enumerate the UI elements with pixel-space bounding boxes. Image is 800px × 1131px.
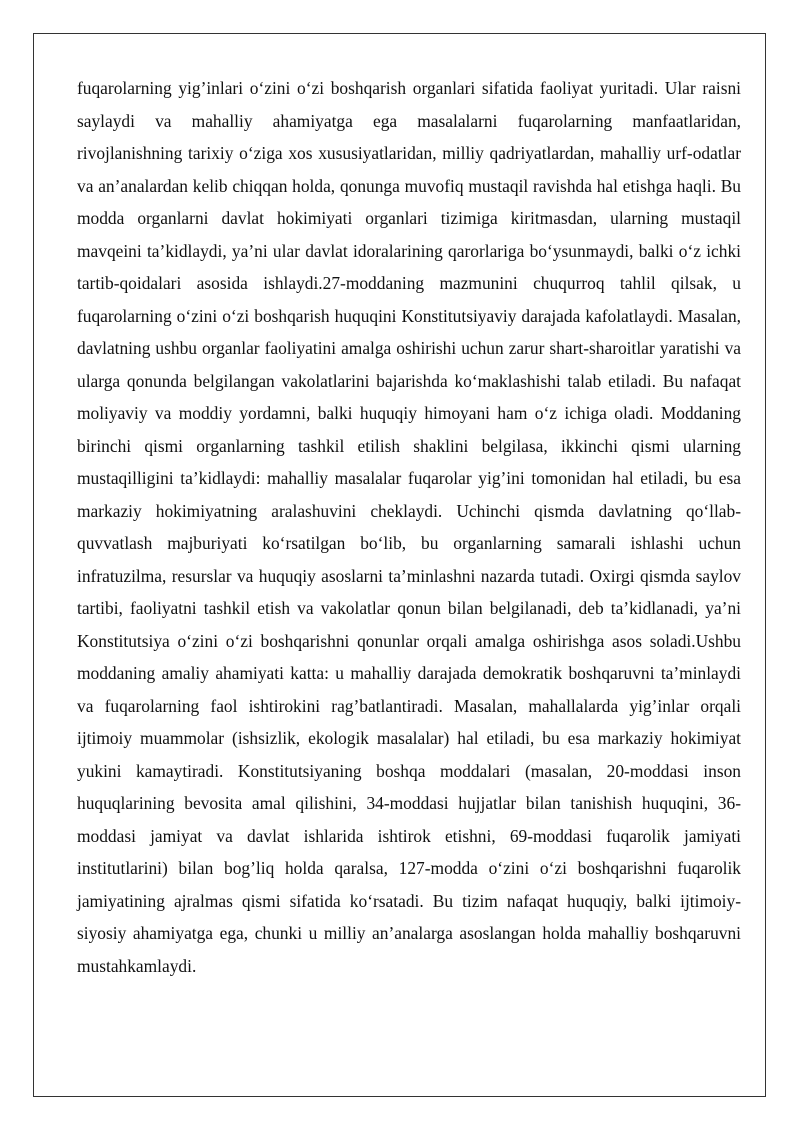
body-paragraph: fuqarolarning yig’inlari o‘zini o‘zi boshqarish organlari sifatida faoliyat yuritadi. Ular raisni saylaydi va mahalliy ahamiyatga ega masalalarni fuqarolarning manfaatlaridan, rivojlanishning tarixiy o‘ziga xos xususiyatlaridan, milliy qadriyatlardan, mahalliy urf-odatlar va an’analardan kelib chiqqan holda, qonunga muvofiq mustaqil ravishda hal etishga haqli. Bu modda organlarni davlat hokimiyati organlari tizimiga kiritmasdan, ularning mustaqil mavqeini ta’kidlaydi, ya’ni ular davlat idoralarining qarorlariga bo‘ysunmaydi, balki o‘z ichki tartib-qoidalari asosida ishlaydi.27-moddaning mazmunini chuqurroq tahlil qilsak, u fuqarolarning o‘zini o‘zi boshqarish huquqini Konstitutsiyaviy darajada kafolatlaydi. Masalan, davlatning ushbu organlar faoliyatini amalga oshirishi uchun zarur shart-sharoitlar yaratishi va ularga qonunda belgilangan vakolatlarini bajarishda ko‘maklashishi talab etiladi. Bu nafaqat moliyaviy va moddiy yordamni, balki huquqiy himoyani ham o‘z ichiga oladi. Moddaning birinchi qismi organlarning tashkil etilish shaklini belgilasa, ikkinchi qismi ularning mustaqilligini ta’kidlaydi: mahalliy masalalar fuqarolar yig’ini tomonidan hal etiladi, bu esa markaziy hokimiyatning aralashuvini cheklaydi. Uchinchi qismda davlatning qo‘llab-quvvatlash majburiyati ko‘rsatilgan bo‘lib, bu organlarning samarali ishlashi uchun infratuzilma, resurslar va huquqiy asoslarni ta’minlashni nazarda tutadi. Oxirgi qismda saylov tartibi, faoliyatni tashkil etish va vakolatlar qonun bilan belgilanadi, deb ta’kidlanadi, ya’ni Konstitutsiya o‘zini o‘zi boshqarishni qonunlar orqali amalga oshirishga asos soladi.Ushbu moddaning amaliy ahamiyati katta: u mahalliy darajada demokratik boshqaruvni ta’minlaydi va fuqarolarning faol ishtirokini rag’batlantiradi. Masalan, mahallalarda yig’inlar orqali ijtimoiy muammolar (ishsizlik, ekologik masalalar) hal etiladi, bu esa markaziy hokimiyat yukini kamaytiradi. Konstitutsiyaning boshqa moddalari (masalan, 20-moddasi inson huquqlarining bevosita amal qilishini, 34-moddasi hujjatlar bilan tanishish huquqini, 36-moddasi jamiyat va davlat ishlarida ishtirok etishni, 69-moddasi fuqarolik jamiyati institutlarini) bilan bog’liq holda qaralsa, 127-modda o‘zini o‘zi boshqarishni fuqarolik jamiyatining ajralmas qismi sifatida ko‘rsatadi. Bu tizim nafaqat huquqiy, balki ijtimoiy-siyosiy ahamiyatga ega, chunki u milliy an’analarga asoslangan holda mahalliy boshqaruvni mustahkamlaydi. [77,78,741,976]
